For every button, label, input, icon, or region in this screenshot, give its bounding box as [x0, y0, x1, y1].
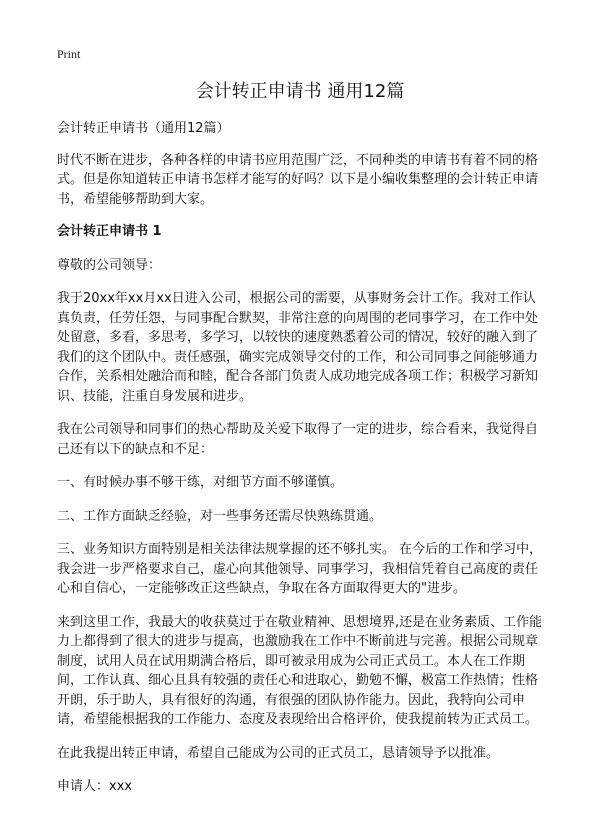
section-heading: 会计转正申请书 1: [57, 224, 162, 239]
greeting: 尊敬的公司领导：: [57, 257, 162, 273]
body-paragraph: 一、有时候办事不够干练，对细节方面不够谨慎。: [57, 475, 344, 490]
page-title: 会计转正申请书 通用12篇: [195, 81, 405, 102]
print-label[interactable]: Print: [57, 47, 81, 61]
body-paragraph: 我在公司领导和同事们的热心帮助及关爱下取得了一定的进步，综合看来，我觉得自己还有以下的缺点和不足：: [57, 422, 539, 457]
body-paragraph: 我于20xx年xx月xx日进入公司，根据公司的需要，从事财务会计工作。我对工作认真负责，任劳任怨，与同事配合默契，非常注意的向周围的老同事学习，在工作中处处留意，多看，多思考，多学习，以较快的速度熟悉着公司的情况，较好的融入到了我们的这个团队中。责任感强，确实完成领导交付的工作，和公司同事之间能够通力合作，关系相处融洽而和睦，配合各部门负责人成功地完成各项工作；积极学习新知识、技能，注重自身发展和进步。: [57, 291, 539, 404]
signature: 申请人：xxx: [57, 779, 133, 794]
document-body: [57, 119, 548, 810]
body-paragraph: 来到这里工作，我最大的收获莫过于在敬业精神、思想境界,还是在业务素质、工作能力上都得到了很大的进步与提高，也激励我在工作中不断前进与完善。根据公司规章制度，试用人员在试用期满合格后，即可被录用成为公司正式员工。本人在工作期间，工作认真、细心且具有较强的责任心和进取心，勤勉不懈，极富工作热情；性格开朗，乐于助人，具有很好的沟通，有很强的团队协作能力。因此，我特向公司申请，希望能根据我的工作能力、态度及表现给出合格评价，使我提前转为正式员工。: [57, 614, 543, 727]
document-subtitle: 会计转正申请书（通用12篇）: [57, 121, 230, 136]
body-paragraph: 二、工作方面缺乏经验，对一些事务还需尽快熟练贯通。: [57, 508, 383, 524]
body-paragraph: 在此我提出转正申请，希望自己能成为公司的正式员工，恳请领导予以批准。: [57, 745, 500, 761]
body-paragraph: 三、业务知识方面特别是相关法律法规掌握的还不够扎实。 在今后的工作和学习中，我会进一步严格要求自己，虚心向其他领导、同事学习，我相信凭着自己高度的责任心和自信心，一定能够改正这些缺点，争取在各方面取得更大的"进步。: [57, 542, 543, 596]
intro-paragraph: 时代不断在进步，各种各样的申请书应用范围广泛，不同种类的申请书有着不同的格式。但是你知道转正申请书怎样才能写的好吗？以下是小编收集整理的会计转正申请书，希望能够帮助到大家。: [57, 152, 539, 207]
